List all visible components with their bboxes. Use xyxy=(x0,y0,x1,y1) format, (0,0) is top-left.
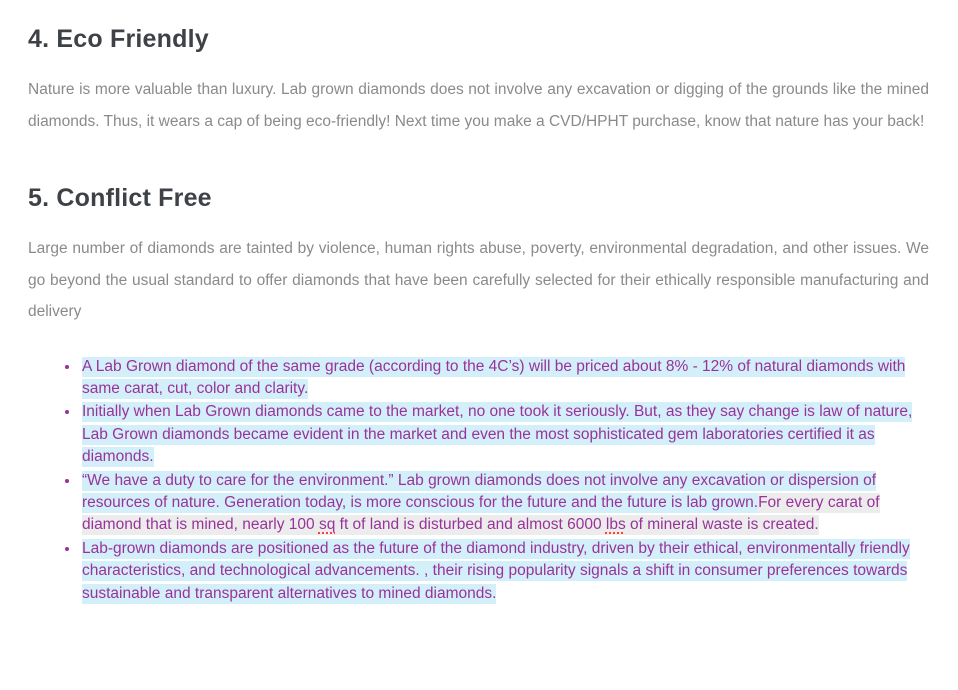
list-item xyxy=(80,355,929,401)
list-item xyxy=(80,469,929,537)
misspelled-word: sq xyxy=(318,516,336,534)
highlighted-text: Initially when Lab Grown diamonds came to the market, no one took it seriously. But, as they say change is law of nature, Lab Grown diamonds became evident in the market and even the most sophisticated gem laboratories certified it as diamonds. xyxy=(82,403,913,466)
eco-friendly-paragraph: Nature is more valuable than luxury. Lab grown diamonds does not involve any excavation or digging of the grounds like the mined diamonds. Thus, it wears a cap of being eco-friendly! Next time you make a CVD/HPHT purchase, know that nature has your back! xyxy=(28,81,929,130)
list-item xyxy=(80,400,929,468)
highlighted-text: “We have a duty to care for the environment.” Lab grown diamonds does not involve any excavation or dispersion of resources of nature. Generation today, is more conscious for the future and the future is lab grown. xyxy=(82,471,877,511)
highlighted-text: ft of land is disturbed and almost 6000 xyxy=(335,516,606,534)
bullet-list xyxy=(28,355,929,605)
section-heading-eco-friendly: 4. Eco Friendly xyxy=(28,25,209,53)
highlighted-text: For every carat of diamond that is mined, nearly 100 xyxy=(82,493,880,534)
highlighted-text: A Lab Grown diamond of the same grade (according to the 4C’s) will be priced about 8% - 12% of natural diamonds with same carat, cut, color and clarity. xyxy=(82,357,906,397)
highlighted-text: Lab-grown diamonds are positioned as the future of the diamond industry, driven by their ethical, environmentally friendly characteristics, and technological advancements. , their rising popularity signals a shift in consumer preferences towards sustainable and transparent alternatives to mined diamonds. xyxy=(82,539,910,602)
section-heading-conflict-free: 5. Conflict Free xyxy=(28,184,212,212)
list-item xyxy=(80,537,929,605)
misspelled-word: lbs xyxy=(605,516,626,534)
conflict-free-paragraph: Large number of diamonds are tainted by violence, human rights abuse, poverty, environmental degradation, and other issues. We go beyond the usual standard to offer diamonds that have been carefully selected for their ethically responsible manufacturing and delivery xyxy=(28,240,929,320)
highlighted-text: of mineral waste is created. xyxy=(625,516,819,534)
